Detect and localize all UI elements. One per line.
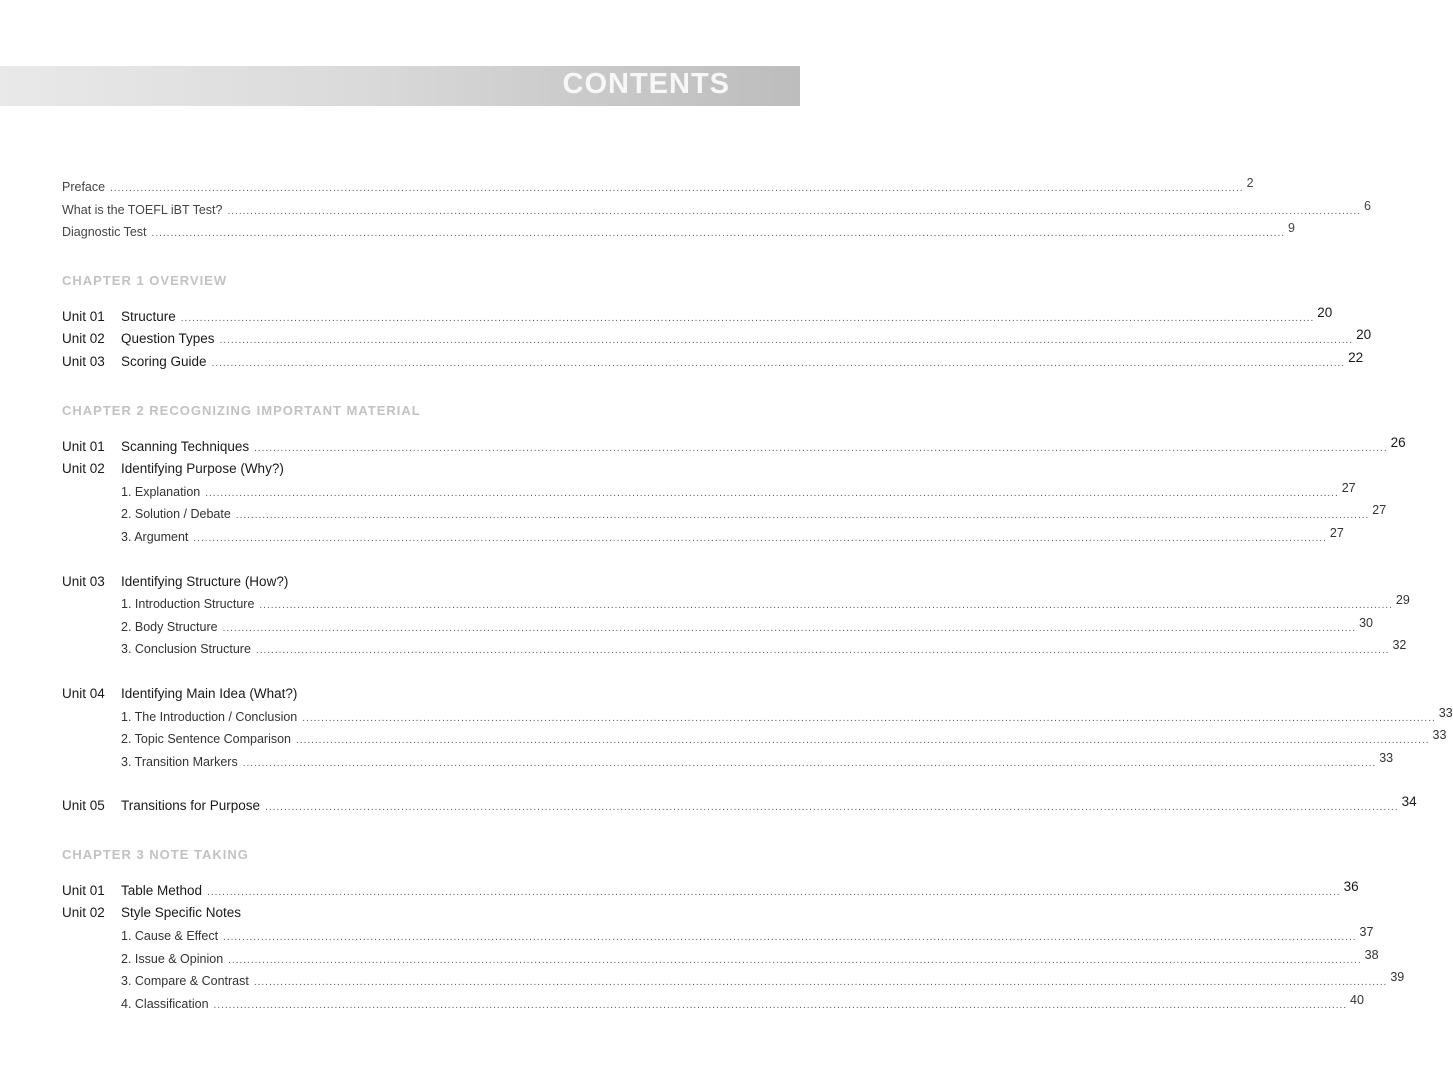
subentry-label: 1. Cause & Effect (121, 929, 219, 944)
unit-title: Transitions for Purpose (121, 798, 261, 814)
chapter-heading: CHAPTER 3 NOTE TAKING (62, 846, 249, 862)
leader-dots: ............................................................................................................................................................................................................................................................................................................ (110, 183, 1244, 194)
leader-dots: ............................................................................................................................................................................................................................................................................................................ (242, 757, 1377, 769)
toc-unit[interactable] (62, 434, 1406, 459)
toc-unit[interactable] (62, 327, 1372, 351)
contents-banner (0, 66, 800, 106)
leader-dots: ............................................................................................................................................................................................................................................................................................................ (228, 954, 1362, 966)
leader-dots: ............................................................................................................................................................................................................................................................................................................ (219, 335, 1354, 347)
toc-subentry[interactable] (62, 925, 1374, 948)
subentry-label: 2. Issue & Opinion (121, 951, 224, 966)
toc-entry-page: 34 (1401, 794, 1417, 810)
toc-unit[interactable] (62, 304, 1333, 329)
toc-entry-preface[interactable] (62, 176, 1254, 199)
subentry-label: 3. Conclusion Structure (121, 642, 251, 657)
leader-dots: ............................................................................................................................................................................................................................................................................................................ (180, 312, 1315, 324)
toc-subentry[interactable] (62, 705, 1453, 729)
toc-unit[interactable] (62, 878, 1359, 903)
leader-dots: ............................................................................................................................................................................................................................................................................................................ (213, 999, 1348, 1011)
toc-unit[interactable] (62, 794, 1417, 818)
toc-unit[interactable] (62, 683, 712, 706)
unit-number: Unit 01 (62, 882, 105, 898)
unit-title: Identifying Main Idea (What?) (121, 685, 298, 701)
subentry-label: 1. Introduction Structure (121, 597, 255, 612)
subentry-label: 3. Argument (121, 529, 189, 544)
toc-entry-label: What is the TOEFL iBT Test? (62, 202, 223, 217)
toc-entry-label: Preface (62, 180, 106, 194)
chapter-heading: CHAPTER 1 OVERVIEW (62, 272, 228, 288)
toc-entry-page: 38 (1364, 947, 1379, 962)
unit-number: Unit 02 (62, 461, 105, 477)
leader-dots: ............................................................................................................................................................................................................................................................................................................ (193, 532, 1327, 544)
toc-subentry[interactable] (62, 970, 1405, 993)
toc-entry-page: 40 (1350, 992, 1364, 1007)
leader-dots: ............................................................................................................................................................................................................................................................................................................ (253, 977, 1388, 989)
toc-subentry[interactable] (62, 750, 1394, 774)
toc-entry-page: 29 (1395, 593, 1410, 608)
leader-dots: ............................................................................................................................................................................................................................................................................................................ (223, 932, 1357, 944)
leader-dots: ............................................................................................................................................................................................................................................................................................................ (205, 487, 1339, 499)
unit-title: Question Types (121, 331, 215, 347)
unit-title: Scanning Techniques (121, 438, 250, 454)
toc-subentry[interactable] (62, 480, 1356, 504)
leader-dots: ............................................................................................................................................................................................................................................................................................................ (222, 622, 1357, 634)
subentry-label: 3. Compare & Contrast (121, 974, 249, 989)
toc-unit[interactable] (62, 571, 712, 594)
unit-title: Identifying Purpose (Why?) (121, 461, 284, 477)
toc-entry-page: 30 (1359, 615, 1373, 630)
toc-entry-page: 2 (1246, 176, 1254, 190)
toc-subentry[interactable] (62, 593, 1410, 616)
subentry-label: 2. Topic Sentence Comparison (121, 732, 292, 747)
leader-dots: ............................................................................................................................................................................................................................................................................................................ (151, 228, 1286, 240)
unit-title: Scoring Guide (121, 353, 207, 369)
toc-unit[interactable] (62, 902, 712, 925)
toc-entry-toefl-test[interactable] (62, 198, 1371, 222)
toc-entry-label: Diagnostic Test (62, 225, 147, 240)
leader-dots: ............................................................................................................................................................................................................................................................................................................ (259, 600, 1393, 612)
toc-entry-page: 6 (1364, 198, 1371, 213)
subentry-label: 1. Explanation (121, 484, 201, 499)
subentry-label: 1. The Introduction / Conclusion (121, 709, 298, 724)
subentry-label: 2. Body Structure (121, 619, 218, 634)
leader-dots: ............................................................................................................................................................................................................................................................................................................ (255, 645, 1390, 657)
toc-entry-page: 20 (1317, 304, 1333, 320)
toc-entry-page: 26 (1390, 434, 1406, 450)
unit-number: Unit 02 (62, 905, 105, 921)
subentry-label: 3. Transition Markers (121, 754, 238, 769)
toc-unit[interactable] (62, 349, 1364, 374)
toc-entry-page: 33 (1438, 705, 1453, 720)
toc-subentry[interactable] (62, 503, 1387, 526)
table-of-contents (62, 176, 1453, 1015)
page-title: CONTENTS (562, 68, 730, 100)
chapter-heading: CHAPTER 2 RECOGNIZING IMPORTANT MATERIAL (62, 402, 421, 418)
subentry-label: 4. Classification (121, 996, 209, 1011)
toc-subentry[interactable] (62, 728, 1447, 751)
toc-entry-page: 27 (1341, 480, 1356, 495)
unit-number: Unit 05 (62, 798, 105, 814)
toc-unit[interactable] (62, 458, 712, 481)
toc-entry-page: 27 (1329, 525, 1344, 540)
toc-subentry[interactable] (62, 525, 1344, 549)
leader-dots: ............................................................................................................................................................................................................................................................................................................ (211, 357, 1346, 369)
toc-subentry[interactable] (62, 992, 1364, 1016)
toc-entry-page: 9 (1288, 221, 1295, 236)
leader-dots: ............................................................................................................................................................................................................................................................................................................ (235, 510, 1370, 522)
subentry-label: 2. Solution / Debate (121, 507, 231, 522)
unit-title: Style Specific Notes (121, 905, 242, 921)
leader-dots: ............................................................................................................................................................................................................................................................................................................ (265, 802, 1399, 814)
toc-entry-page: 39 (1390, 970, 1405, 985)
toc-entry-page: 27 (1372, 503, 1387, 518)
unit-number: Unit 04 (62, 685, 105, 701)
unit-title: Structure (121, 308, 176, 324)
unit-number: Unit 03 (62, 353, 105, 369)
leader-dots: ............................................................................................................................................................................................................................................................................................................ (227, 205, 1361, 217)
unit-title: Table Method (121, 882, 203, 898)
toc-subentry[interactable] (62, 638, 1407, 661)
unit-number: Unit 03 (62, 573, 105, 589)
toc-entry-page: 20 (1356, 327, 1372, 343)
toc-entry-page: 36 (1343, 878, 1359, 894)
toc-subentry[interactable] (62, 947, 1379, 971)
toc-entry-page: 33 (1432, 728, 1447, 743)
toc-entry-page: 33 (1379, 750, 1394, 765)
unit-number: Unit 01 (62, 308, 105, 324)
toc-entry-page: 22 (1348, 349, 1364, 365)
unit-title: Identifying Structure (How?) (121, 573, 289, 589)
toc-entry-diagnostic-test[interactable] (62, 221, 1295, 244)
leader-dots: ............................................................................................................................................................................................................................................................................................................ (207, 886, 1341, 898)
unit-number: Unit 02 (62, 331, 105, 347)
toc-subentry[interactable] (62, 615, 1373, 639)
unit-number: Unit 01 (62, 438, 105, 454)
leader-dots: ............................................................................................................................................................................................................................................................................................................ (254, 442, 1388, 454)
leader-dots: ............................................................................................................................................................................................................................................................................................................ (296, 735, 1430, 747)
toc-entry-page: 32 (1392, 638, 1407, 653)
leader-dots: ............................................................................................................................................................................................................................................................................................................ (302, 712, 1436, 724)
toc-entry-page: 37 (1359, 925, 1374, 940)
